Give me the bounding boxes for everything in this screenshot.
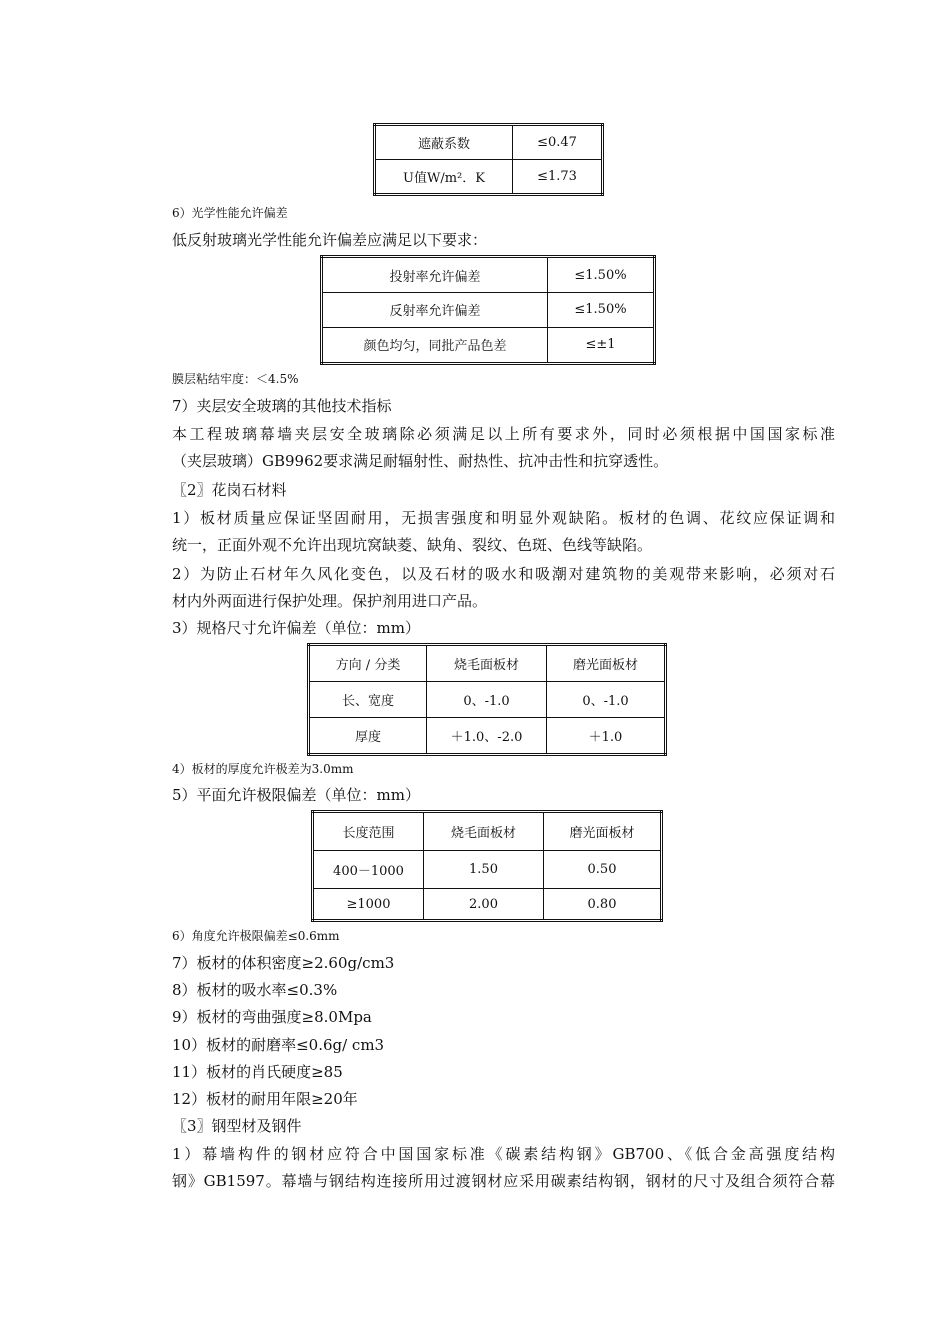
size-table xyxy=(307,643,667,756)
granite-item: 3）规格尺寸允许偏差（单位：mm） xyxy=(172,619,420,637)
table-cell: ＋1.0 xyxy=(547,717,666,754)
table-cell: U值W/m²．K xyxy=(375,160,513,195)
table-row xyxy=(375,160,603,195)
granite-paragraph-line: 2）为防止石材年久风化变色，以及石材的吸水和吸潮对建筑物的美观带来影响，必须对石 xyxy=(172,565,835,583)
table-cell: 1.50 xyxy=(424,851,544,889)
shading-table xyxy=(373,123,604,196)
table-row xyxy=(322,257,655,293)
table-row xyxy=(322,327,655,363)
table-row xyxy=(309,682,666,717)
granite-item: 11）板材的肖氏硬度≥85 xyxy=(172,1063,343,1081)
table-cell: 投射率允许偏差 xyxy=(322,257,548,293)
table-row xyxy=(309,717,666,754)
table-cell: 0.80 xyxy=(544,889,662,921)
table-row xyxy=(322,293,655,328)
table-cell: 反射率允许偏差 xyxy=(322,293,548,328)
flatness-table xyxy=(311,810,663,922)
table-cell: 0、-1.0 xyxy=(547,682,666,717)
optical-table xyxy=(320,255,656,365)
table-cell: 2.00 xyxy=(424,889,544,921)
laminated-paragraph-line: 本工程玻璃幕墙夹层安全玻璃除必须满足以上所有要求外，同时必须根据中国国家标准 xyxy=(172,425,835,443)
table-cell: 0.50 xyxy=(544,851,662,889)
table-row xyxy=(313,889,662,921)
table-cell: ≥1000 xyxy=(313,889,424,921)
table-cell: ≤1.73 xyxy=(513,160,603,195)
table-cell: 400－1000 xyxy=(313,851,424,889)
steel-paragraph-line: 钢》GB1597。幕墙与钢结构连接所用过渡钢材应采用碳素结构钢，钢材的尺寸及组合须符合幕 xyxy=(172,1172,835,1190)
table-cell: 厚度 xyxy=(309,717,427,754)
table-cell: 遮蔽系数 xyxy=(375,125,513,160)
granite-item: 8）板材的吸水率≤0.3% xyxy=(172,981,338,999)
granite-item: 6）角度允许极限偏差≤0.6mm xyxy=(172,929,340,943)
table-header: 烧毛面板材 xyxy=(424,812,544,851)
table-cell: ≤±1 xyxy=(548,327,655,363)
granite-paragraph-line: 1）板材质量应保证坚固耐用，无损害强度和明显外观缺陷。板材的色调、花纹应保证调和 xyxy=(172,509,835,527)
optical-heading: 6）光学性能允许偏差 xyxy=(172,206,288,220)
granite-heading: 〖2〗花岗石材料 xyxy=(172,481,287,499)
optical-intro: 低反射玻璃光学性能允许偏差应满足以下要求： xyxy=(172,231,488,249)
table-cell: 颜色均匀，同批产品色差 xyxy=(322,327,548,363)
table-header: 长度范围 xyxy=(313,812,424,851)
table-cell: ＋1.0、-2.0 xyxy=(427,717,547,754)
laminated-heading: 7）夹层安全玻璃的其他技术指标 xyxy=(172,397,392,415)
granite-item: 5）平面允许极限偏差（单位：mm） xyxy=(172,786,420,804)
table-cell: 长、宽度 xyxy=(309,682,427,717)
film-adhesion: 膜层粘结牢度：＜4.5% xyxy=(172,372,299,386)
granite-paragraph-line: 统一，正面外观不允许出现坑窝缺菱、缺角、裂纹、色斑、色线等缺陷。 xyxy=(172,536,653,554)
granite-item: 12）板材的耐用年限≥20年 xyxy=(172,1090,358,1108)
steel-paragraph-line: 1）幕墙构件的钢材应符合中国国家标准《碳素结构钢》GB700、《低合金高强度结构 xyxy=(172,1145,835,1163)
steel-heading: 〖3〗钢型材及钢件 xyxy=(172,1117,302,1135)
granite-paragraph-line: 材内外两面进行保护处理。保护剂用进口产品。 xyxy=(172,592,488,610)
table-cell: ≤1.50% xyxy=(548,293,655,328)
table-header: 磨光面板材 xyxy=(544,812,662,851)
table-header: 烧毛面板材 xyxy=(427,645,547,682)
granite-item: 4）板材的厚度允许极差为3.0mm xyxy=(172,762,354,776)
table-header-row xyxy=(313,812,662,851)
table-header: 方向 / 分类 xyxy=(309,645,427,682)
table-cell: ≤1.50% xyxy=(548,257,655,293)
table-cell: 0、-1.0 xyxy=(427,682,547,717)
granite-item: 10）板材的耐磨率≤0.6g/ cm3 xyxy=(172,1036,385,1054)
granite-item: 7）板材的体积密度≥2.60g/cm3 xyxy=(172,954,395,972)
table-cell: ≤0.47 xyxy=(513,125,603,160)
table-row xyxy=(313,851,662,889)
table-row xyxy=(375,125,603,160)
granite-item: 9）板材的弯曲强度≥8.0Mpa xyxy=(172,1008,372,1026)
table-header: 磨光面板材 xyxy=(547,645,666,682)
table-header-row xyxy=(309,645,666,682)
laminated-paragraph-line: （夹层玻璃）GB9962要求满足耐辐射性、耐热性、抗冲击性和抗穿透性。 xyxy=(172,452,669,470)
